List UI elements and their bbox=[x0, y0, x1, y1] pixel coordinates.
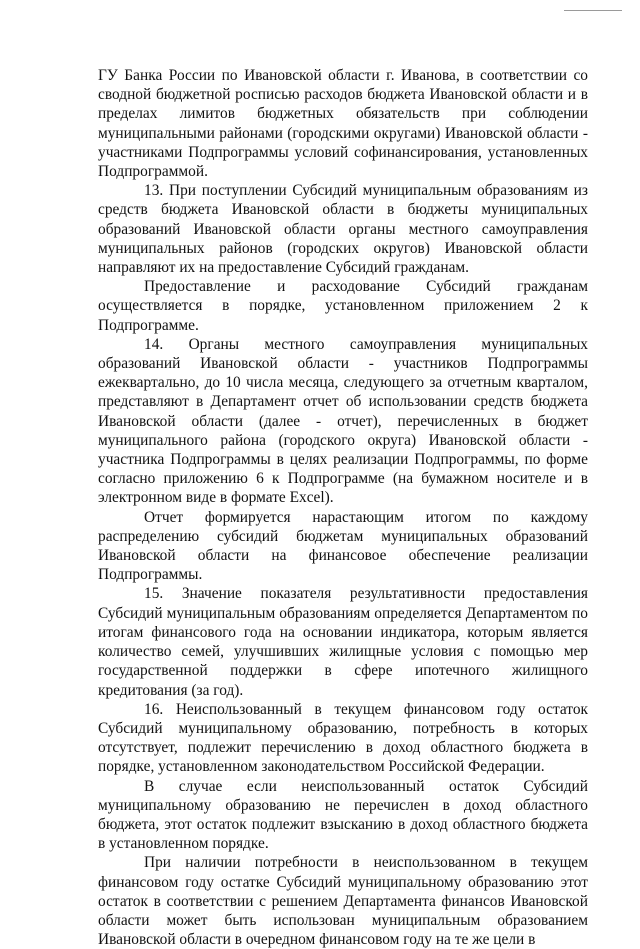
paragraph-need: При наличии потребности в неиспользованном в текущем финансовом году остатке Субсидий муниципальному образованию этот остаток в соответствии с решением Департамента финансов Ивановской области может быть использован муниципальным образованием Ивановской области в очередном финансовом году на те же цели в bbox=[98, 854, 588, 949]
paragraph-provision: Предоставление и расходование Субсидий гражданам осуществляется в порядке, установленном приложением 2 к Подпрограмме. bbox=[98, 278, 588, 334]
paragraph-16: 16. Неиспользованный в текущем финансовом году остаток Субсидий муниципальному образованию, потребность в которых отсутствует, подлежит перечислению в доход областного бюджета в порядке, установленном законодательством Российской Федерации. bbox=[98, 700, 588, 776]
document-body bbox=[98, 66, 588, 949]
paragraph-bank-transfer: ГУ Банка России по Ивановской области г. Иванова, в соответствии со сводной бюджетной росписью расходов бюджета Ивановской области и в пределах лимитов бюджетных обязательств при соблюдении муниципальными районами (городскими округами) Ивановской области - участниками Подпрограммы условий софинансирования, установленных Подпрограммой. bbox=[98, 67, 588, 181]
paragraph-13: 13. При поступлении Субсидий муниципальным образованиям из средств бюджета Ивановской области в бюджеты муниципальных образований Ивановской области органы местного самоуправления муниципальных районов (городских округов) Ивановской области направляют их на предоставление Субсидий гражданам. bbox=[98, 182, 588, 277]
page-edge-mark bbox=[564, 10, 622, 11]
paragraph-unused-balance: В случае если неиспользованный остаток Субсидий муниципальному образованию не перечислен в доход областного бюджета, этот остаток подлежит взысканию в доход областного бюджета в установленном порядке. bbox=[98, 777, 588, 853]
paragraph-15: 15. Значение показателя результативности предоставления Субсидий муниципальным образованиям определяется Департаментом по итогам финансового года на основании индикатора, которым является количество семей, улучшивших жилищные условия с помощью мер государственной поддержки в сфере ипотечного жилищного кредитования (за год). bbox=[98, 585, 588, 699]
paragraph-14: 14. Органы местного самоуправления муниципальных образований Ивановской области - участников Подпрограммы ежеквартально, до 10 числа месяца, следующего за отчетным кварталом, представляют в Департамент отчет об использовании средств бюджета Ивановской области (далее - отчет), перечисленных в бюджет муниципального района (городского округа) Ивановской области - участника Подпрограммы в целях реализации Подпрограммы, по форме согласно приложению 6 к Подпрограмме (на бумажном носителе и в электронном виде в формате Excel). bbox=[98, 335, 588, 507]
paragraph-report: Отчет формируется нарастающим итогом по каждому распределению субсидий бюджетам муниципальных образований Ивановской области на финансовое обеспечение реализации Подпрограммы. bbox=[98, 508, 588, 584]
